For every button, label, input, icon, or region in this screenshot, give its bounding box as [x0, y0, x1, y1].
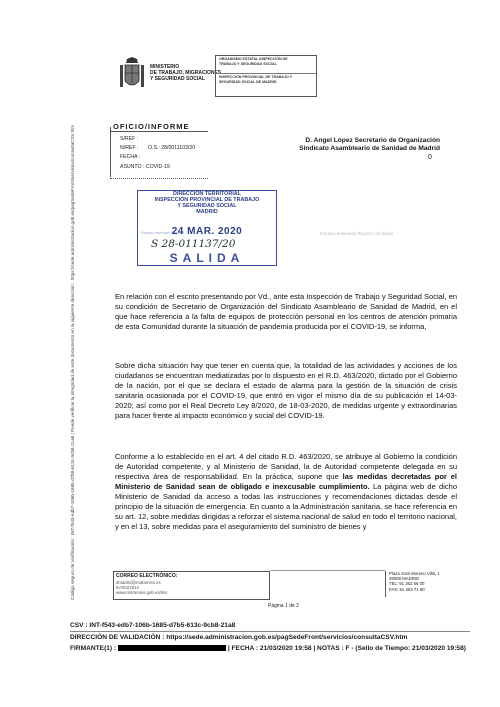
fecha-label: FECHA :	[120, 154, 141, 160]
recipient-name: D. Angel López Secretario de Organización	[305, 137, 440, 144]
stamp-number: S 28-011137/20	[151, 238, 236, 250]
paragraph-3	[115, 452, 457, 532]
validation-url[interactable]: : https://sede.administracion.gob.es/pagSedeFront/servicios/consultaCSV.htm	[160, 634, 408, 641]
stamp-salida: SALIDA	[169, 251, 245, 265]
divider	[110, 131, 208, 132]
registry-stamp	[137, 190, 277, 266]
address-line: TEL: 91 363 56 00	[389, 581, 425, 587]
page-number: Página 1 de 2	[268, 603, 299, 609]
address-line: 28008 MADRID	[389, 576, 420, 582]
email-line: itmadrid@mitramiss.es	[116, 580, 161, 585]
ministry-line: MINISTERIO	[150, 64, 180, 70]
stamp-faint-text: Espacio reservado Registro	[141, 231, 184, 235]
coat-of-arms-icon	[118, 57, 146, 93]
ministry-line: DE TRABAJO, MIGRACIONES	[150, 70, 222, 76]
paragraph-3-text: Conforme a lo establecido en el art. 4 del citado R.D. 463/2020, se atribuye al Gobierno la condición de Autoridad competente, y al Ministerio de Sanidad, la de Autoridad competente delegada en su respectiva área de responsabilidad. En la práctica, supone que	[115, 452, 457, 481]
n-ref-label: N/REF :	[120, 145, 139, 151]
email-line: www.mitramiss.gob.es/itss	[116, 590, 168, 595]
email-values	[116, 580, 167, 595]
address-box	[385, 571, 459, 597]
ministry-line: Y SEGURIDAD SOCIAL	[150, 76, 205, 82]
stamp-line: DIRECCIÓN TERRITORIAL	[173, 191, 241, 197]
verification-side-note: Código seguro de Verificación : INT-f543-edb7-106b-1685-d7b5-613c-9cb8-21a8 | Puede verificar la integridad de este documento en la siguiente dirección : https://sede.administracion.gob.es/pagSedeFront/servicios/consultaCSV.htm	[70, 124, 75, 600]
signature-details: | FECHA : 21/03/2020 19:58 | NOTAS : F - (Sello de Tiempo: 21/03/2020 19:58)	[227, 645, 466, 652]
paragraph-3-bold: las medidas decretadas por el Ministerio de Sanidad sean de obligado e inexcusable cumplimiento.	[115, 472, 457, 491]
recipient-block	[230, 137, 440, 153]
paragraph-1: En relación con el escrito presentando por Vd., ante esta Inspección de Trabajo y Seguridad Social, en su condición de Secretario de Organización del Sindicato Asambleario de Sanidad de Madrid, en el que hace referencia a la falta de equipos de protección personal en los centros de atención primaria de esta Comunidad durante la situación de pandemia producida por el COVID-19, se informa,	[115, 292, 457, 331]
stamp-line: Y SEGURIDAD SOCIAL	[177, 203, 237, 209]
stamp-line: MADRID	[196, 209, 218, 215]
organism-bottom	[216, 74, 316, 85]
address-line: Plaza José Moreno Villa, 1	[389, 571, 440, 576]
recipient-org: Sindicato Asambleario de Sanidad de Madrid	[299, 145, 440, 152]
paragraph-2: Sobre dicha situación hay que tener en cuenta que, la totalidad de las actividades y acciones de los ciudadanos se encuentran mediatizadas por lo dispuesto en el R.D. 463/2020, dictado por el Gobierno de la nación, por el que se declara el estado de alarma para la gestión de la situación de crisis sanitaria ocasionada por el COVID-19, que entró en vigor el mismo día de su publicación el 14-03-2020; así como por el Real Decreto Ley 8/2020, de 18-03-2020, de medidas urgente y extraordinarias para hacer frente al impacto económico y social del COVID-19.	[115, 361, 457, 420]
ministry-name	[150, 64, 221, 82]
reserved-space-label: Espacio reservado Registro de Salida	[320, 231, 394, 236]
organism-box	[215, 55, 317, 97]
divider	[270, 570, 385, 571]
document-type-title: OFICIO/INFORME	[113, 122, 190, 131]
redacted-signer	[118, 645, 226, 651]
asunto-line: ASUNTO : COVID-19	[120, 164, 170, 170]
stamp-date: 24 MAR. 2020	[171, 226, 243, 237]
contact-box	[113, 571, 270, 600]
email-label: CORREO ELECTRÓNICO:	[116, 573, 178, 579]
organism-line: SEGURIDAD SOCIAL DE MADRID	[219, 79, 277, 84]
n-ref-value: O.S.: 28/0011103/20	[148, 145, 196, 151]
s-ref-label: S/REF :	[120, 136, 139, 142]
signer-label: FIRMANTE(1) :	[70, 645, 117, 652]
organism-top	[216, 56, 316, 74]
organism-line: TRABAJO Y SEGURIDAD SOCIAL	[219, 61, 277, 66]
paragraph-3-text: La página web de dicho Ministerio de Sanidad da acceso a todas las instrucciones y recomendaciones dictadas desde el principio de la situación de emergencia. En cuanto a la Administración sanitaria, se hace referencia en su art. 12, sobre medidas dirigidas a reforzar el sistema nacional de salud en todo el territorio nacional, y en el 13, sobre medidas para el aseguramiento del suministro de bienes y	[115, 482, 457, 531]
email-line: EA0021812	[116, 585, 139, 590]
organism-line: ORGANISMO ESTATAL INSPECCIÓN DE	[219, 57, 288, 61]
validation-line	[70, 634, 407, 641]
signer-line	[70, 645, 466, 652]
divider	[110, 178, 208, 179]
stamp-line: INSPECCIÓN PROVINCIAL DE TRABAJO	[154, 197, 260, 203]
validation-label: DIRECCIÓN DE VALIDACIÓN	[70, 634, 161, 641]
address-line: FAX: 91 363 71 80	[389, 586, 425, 592]
recipient-mark: 0	[428, 154, 432, 161]
organism-line: INSPECCIÓN PROVINCIAL DE TRABAJO Y	[219, 75, 293, 79]
divider	[70, 631, 470, 632]
divider	[110, 127, 111, 177]
csv-code: CSV : INT-f543-edb7-106b-1685-d7b5-613c-9cb8-21a8	[70, 622, 236, 629]
